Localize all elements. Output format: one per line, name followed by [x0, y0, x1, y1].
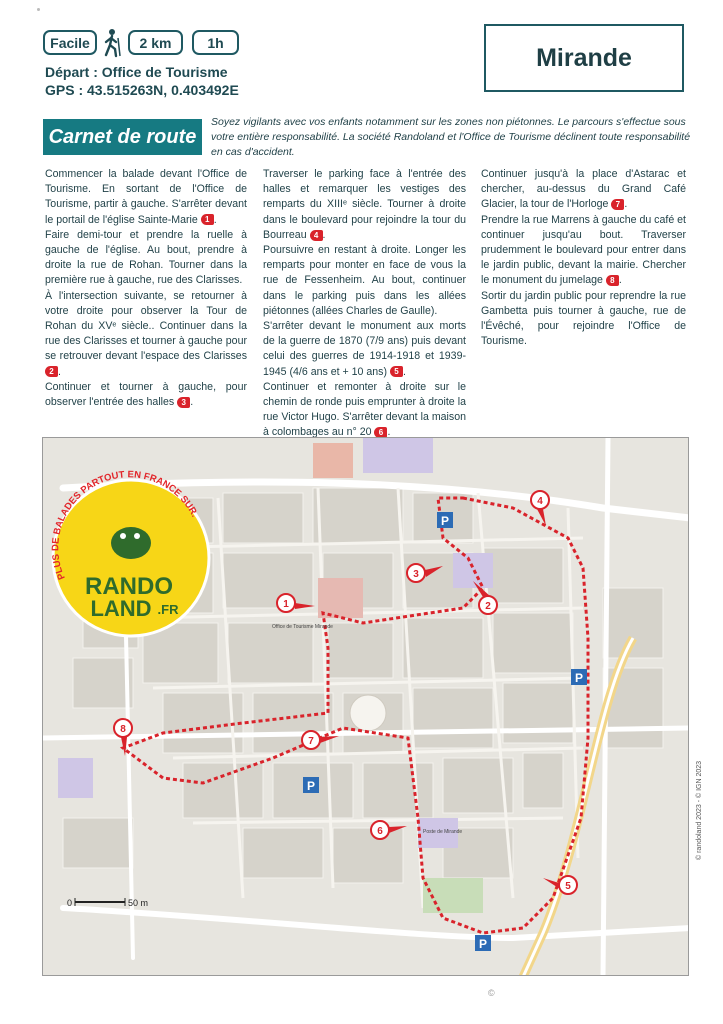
difficulty-badge: Facile: [43, 30, 97, 55]
gps-coordinates: GPS : 43.515263N, 0.403492E: [45, 82, 239, 98]
step-marker-6: 6: [374, 427, 387, 438]
step-marker-2: 2: [45, 366, 58, 377]
office-label: Office de Tourisme Mirande: [272, 624, 333, 630]
distance-badge: 2 km: [128, 30, 183, 55]
text-column-3: Continuer jusqu'à la place d'Astarac et chercher, au-dessus du Grand Café Glacier, la tour de l'Horloge 7 . Prendre la rue Marrens à gauche du café et continuer jusqu'au bout. Traverser prudemment le boulevard pour entrer dans le jardin public, devant la mairie. Chercher le monument du jumelage 8 . Sortir du jardin public pour reprendre la rue Gambetta puis tourner à gauche, rue de l'Évêché, pour rejoindre l'Office de Tourisme.: [481, 168, 686, 348]
text-column-2: Traverser le parking face à l'entrée des halles et remarquer les vestiges des remparts du XIIIᵉ siècle. Tourner à droite dans le boulevard pour rejoindre la tour du Bourreau 4 . Poursuivre en restant à droite. Longer les remparts pour monter en face de vous la rue de Fessenheim. Au bout, continuer dans le parking puis dans les allées piétonnes (allées Charles de Gaulle). S'arrêter devant le monument aux morts de la guerre de 1870 (7/9 ans) puis devant celui des guerres de 1914-1918 et 1939-1945 (4/6 ans et + 10 ans) 5 . Continuer et remonter à droite sur le chemin de ronde puis emprunter à droite la rue Victor Hugo. S'arrêter devant la maison à colombages au n° 20 6 .: [263, 168, 466, 439]
step-text: Poursuivre en restant à droite. Longer les remparts pour monter en face de vous la rue de Fessenheim. Au bout, continuer dans le parking puis dans les allées piétonnes (allées Charles de Gaulle).: [263, 244, 466, 317]
step-text: Continuer et remonter à droite sur le chemin de ronde puis emprunter à droite la rue Victor Hugo. S'arrêter devant la maison à colombages au n° 20: [263, 380, 466, 439]
svg-text:8: 8: [120, 724, 126, 735]
duration-badge: 1h: [192, 30, 239, 55]
safety-warning: Soyez vigilants avec vos enfants notamment sur les zones non piétonnes. Le parcours s'effectue sous votre entière responsabilité. La société Randoland et l'Office de Tourisme déclinent toute responsabilité en cas d'accident.: [211, 116, 691, 158]
svg-text:5: 5: [565, 881, 571, 892]
section-title: Carnet de route: [43, 119, 202, 155]
step-text: Continuer jusqu'à la place d'Astarac et chercher, au-dessus du Grand Café Glacier, la tour de l'Horloge: [481, 168, 686, 211]
step-marker-4: 4: [310, 230, 323, 241]
svg-text:2: 2: [485, 601, 491, 612]
svg-text:4: 4: [537, 496, 543, 507]
svg-text:1: 1: [283, 599, 289, 610]
start-point: Départ : Office de Tourisme: [45, 64, 228, 80]
text-column-1: Commencer la balade devant l'Office de Tourisme. En sortant de l'Office de Tourisme, partir à gauche. S'arrêter devant le portail de l'église Sainte-Marie 1 . Faire demi-tour et prendre la ruelle à gauche de l'église. Au bout, prendre à droite la rue de Rohan. Tourner dans la première rue à gauche, rue des Clarisses. À l'intersection suivante, se retourner à votre droite pour observer la Tour de Rohan du XVᵉ siècle.. Continuer dans la rue des Clarisses et tourner à gauche pour se retrouver devant l'espace des Clarisses 2 . Continuer et tourner à gauche, pour observer l'entrée des halles 3 .: [45, 168, 247, 409]
svg-text:0: 0: [67, 898, 73, 908]
svg-text:PLUS DE BALADES PARTOUT EN FRA: PLUS DE BALADES PARTOUT EN FRANCE SUR.: [50, 469, 200, 582]
parking-icon: P: [574, 671, 584, 685]
poste-label: Poste de Mirande: [423, 829, 463, 835]
step-text: Commencer la balade devant l'Office de Tourisme. En sortant de l'Office de Tourisme, partir à gauche. S'arrêter devant le portail de l'église Sainte-Marie: [45, 168, 247, 226]
parking-icon: P: [306, 779, 316, 793]
step-marker-8: 8: [606, 275, 619, 286]
svg-text:.FR: .FR: [157, 602, 179, 617]
svg-text:RANDO: RANDO: [85, 573, 173, 600]
svg-text:3: 3: [413, 569, 419, 580]
svg-text:7: 7: [308, 736, 314, 747]
parking-icon: P: [440, 514, 450, 528]
page-dot: [37, 8, 40, 11]
step-text: À l'intersection suivante, se retourner à votre droite pour observer la Tour de Rohan du XVᵉ siècle.. Continuer dans la rue des Clarisses et tourner à gauche pour se retrouver devant l'espace des Clarisses: [45, 289, 247, 363]
parking-icon: P: [478, 937, 488, 951]
hiker-icon: [101, 28, 123, 58]
step-text: Continuer et tourner à gauche, pour observer l'entrée des halles: [45, 380, 247, 409]
step-marker-7: 7: [611, 199, 624, 210]
step-marker-3: 3: [177, 397, 190, 408]
route-map: [42, 437, 689, 976]
step-text: S'arrêter devant le monument aux morts de la guerre de 1870 (7/9 ans) puis devant celui des guerres de 1914-1918 et 1939-1945 (4/6 ans et + 10 ans): [263, 320, 466, 378]
step-marker-1: 1: [201, 214, 214, 225]
step-text: Traverser le parking face à l'entrée des halles et remarquer les vestiges des remparts du XIIIᵉ siècle. Tourner à droite dans le boulevard pour rejoindre la tour du Bourreau: [263, 168, 466, 241]
copyright: © randoland 2023 - © IGN 2023: [696, 760, 703, 860]
svg-text:6: 6: [377, 826, 383, 837]
step-text: Prendre la rue Marrens à gauche du café et continuer jusqu'au bout. Traverser prudemment le boulevard pour entrer dans le jardin public, devant la mairie. Chercher le monument du jumelage: [481, 213, 686, 287]
step-text: Faire demi-tour et prendre la ruelle à gauche de l'église. Au bout, prendre à droite la rue de Rohan. Tourner dans la première rue à gauche, rue des Clarisses.: [45, 228, 247, 287]
town-title: Mirande: [484, 24, 684, 92]
step-text: Sortir du jardin public pour reprendre la rue Gambetta puis tourner à gauche, rue de l'Évêché, pour rejoindre l'Office de Tourisme.: [481, 289, 686, 348]
step-marker-5: 5: [390, 366, 403, 377]
svg-text:LAND: LAND: [90, 596, 152, 621]
map-canvas: [43, 438, 689, 976]
svg-text:50 m: 50 m: [128, 898, 149, 908]
page-mark: ©: [488, 988, 495, 998]
